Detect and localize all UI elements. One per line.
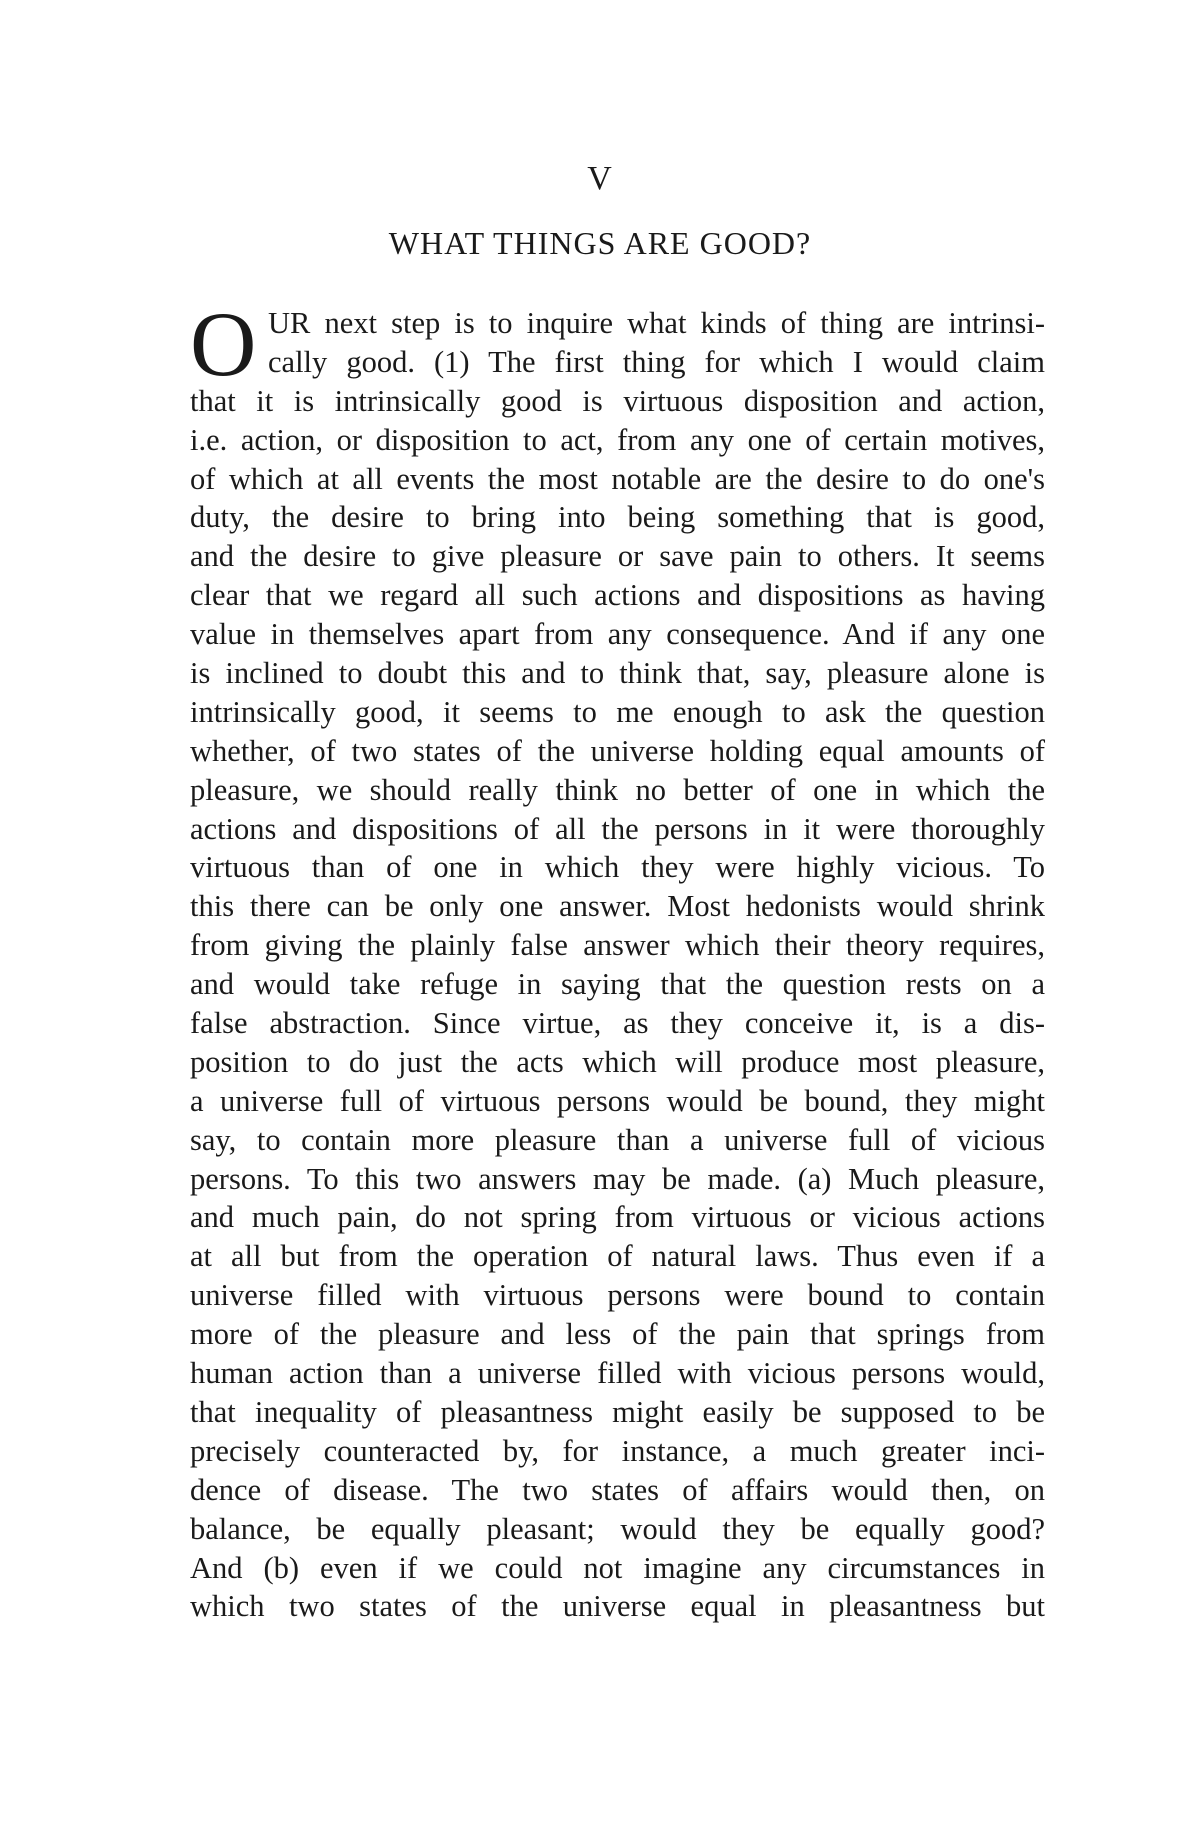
text-line: pleasure, we should really think no better of one in which the: [190, 772, 1045, 807]
text-line: position to do just the acts which will produce most pleasure,: [190, 1044, 1045, 1079]
text-line: i.e. action, or disposition to act, from any one of certain motives,: [190, 422, 1045, 457]
text-line: that it is intrinsically good is virtuous disposition and action,: [190, 383, 1045, 418]
text-line: dence of disease. The two states of affairs would then, on: [190, 1472, 1045, 1507]
text-line: more of the pleasure and less of the pain that springs from: [190, 1317, 1045, 1352]
text-line: intrinsically good, it seems to me enough to ask the question: [190, 694, 1045, 729]
chapter-title: WHAT THINGS ARE GOOD?: [388, 225, 812, 261]
text-line: is inclined to doubt this and to think that, say, pleasure alone is: [190, 656, 1045, 691]
text-line: and much pain, do not spring from virtuous or vicious actions: [190, 1200, 1045, 1235]
text-line: cally good. (1) The first thing for which I would claim: [268, 344, 1045, 379]
text-line: universe filled with virtuous persons were bound to contain: [190, 1278, 1045, 1313]
text-line: value in themselves apart from any consequence. And if any one: [190, 617, 1045, 652]
text-line: virtuous than of one in which they were highly vicious. To: [190, 850, 1045, 885]
text-line: say, to contain more pleasure than a universe full of vicious: [190, 1122, 1045, 1157]
text-line: at all but from the operation of natural laws. Thus even if a: [190, 1239, 1045, 1274]
text-line: whether, of two states of the universe holding equal amounts of: [190, 733, 1045, 768]
drop-cap: O: [190, 293, 257, 395]
text-line: a universe full of virtuous persons would be bound, they might: [190, 1083, 1045, 1118]
text-line: from giving the plainly false answer which their theory requires,: [190, 928, 1045, 963]
text-line: human action than a universe filled with vicious persons would,: [190, 1356, 1045, 1391]
text-line: balance, be equally pleasant; would they be equally good?: [190, 1511, 1045, 1546]
text-line: persons. To this two answers may be made. (a) Much pleasure,: [190, 1161, 1045, 1196]
text-line: and the desire to give pleasure or save pain to others. It seems: [190, 539, 1045, 574]
body-text: [190, 293, 1045, 1626]
text-line: which two states of the universe equal in pleasantness but: [190, 1589, 1045, 1624]
text-line: of which at all events the most notable are the desire to do one's: [190, 461, 1045, 496]
text-line: And (b) even if we could not imagine any circumstances in: [190, 1550, 1045, 1585]
text-line: that inequality of pleasantness might easily be supposed to be: [190, 1394, 1045, 1429]
text-line: false abstraction. Since virtue, as they conceive it, is a dis-: [190, 1006, 1045, 1041]
text-line: precisely counteracted by, for instance, a much greater inci-: [190, 1433, 1045, 1468]
text-line: duty, the desire to bring into being something that is good,: [190, 500, 1045, 535]
text-line: UR next step is to inquire what kinds of thing are intrinsi-: [268, 306, 1045, 340]
text-line: clear that we regard all such actions and dispositions as having: [190, 578, 1045, 613]
text-line: and would take refuge in saying that the question rests on a: [190, 967, 1045, 1002]
text-line: actions and dispositions of all the persons in it were thoroughly: [190, 811, 1045, 846]
chapter-number: V: [587, 160, 613, 197]
text-line: this there can be only one answer. Most hedonists would shrink: [190, 889, 1045, 924]
